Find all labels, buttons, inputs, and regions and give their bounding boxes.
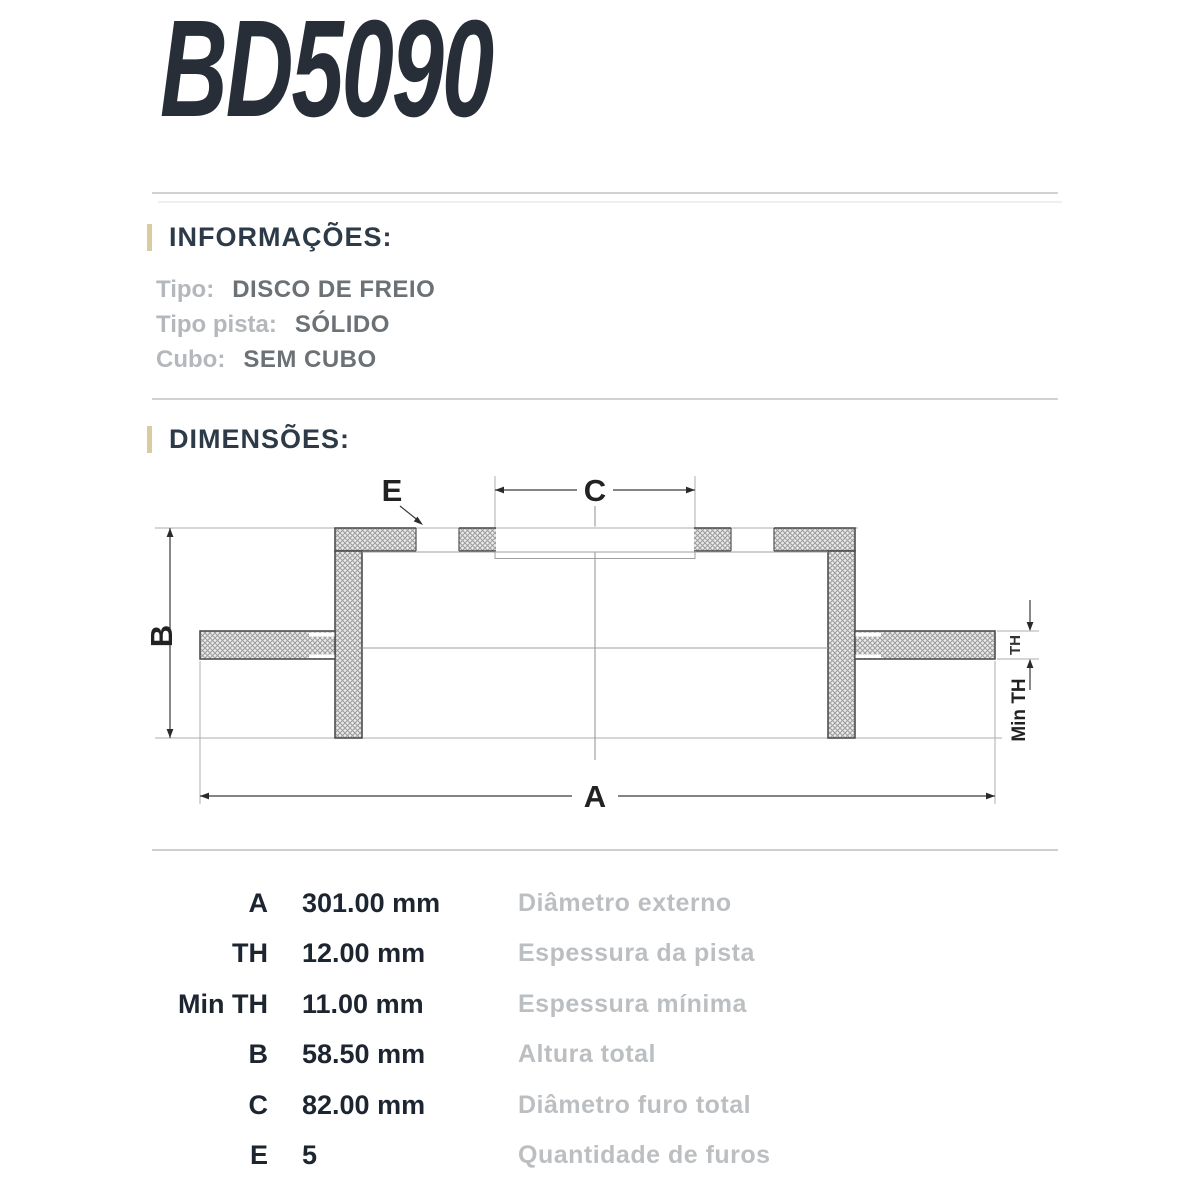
dimensions-table bbox=[140, 878, 1060, 1181]
dim-value: 5 bbox=[302, 1140, 318, 1171]
info-list bbox=[156, 276, 435, 381]
section-heading-dimensoes bbox=[147, 424, 350, 455]
accent-bar bbox=[147, 426, 152, 453]
info-label: Tipo pista: bbox=[156, 311, 277, 338]
info-label: Tipo: bbox=[156, 276, 215, 303]
dim-value: 301.00 mm bbox=[302, 887, 441, 918]
info-row-tipo-pista bbox=[156, 311, 435, 346]
info-row-tipo bbox=[156, 276, 435, 311]
dim-value: 12.00 mm bbox=[302, 938, 426, 969]
dim-value: 58.50 mm bbox=[302, 1039, 426, 1070]
dim-label-th: TH bbox=[1007, 635, 1024, 655]
dim-label-c: C bbox=[583, 473, 607, 508]
dim-key: E bbox=[249, 1140, 268, 1171]
dim-key: TH bbox=[232, 938, 268, 969]
info-value: DISCO DE FREIO bbox=[232, 276, 436, 303]
dim-label-a: A bbox=[583, 779, 607, 814]
brake-disc-diagram bbox=[140, 458, 1060, 858]
dim-label-min-th: Min TH bbox=[1009, 678, 1030, 742]
dim-description: Diâmetro externo bbox=[518, 888, 732, 917]
dim-description: Diâmetro furo total bbox=[518, 1090, 752, 1119]
divider bbox=[152, 192, 1058, 194]
dim-key: A bbox=[248, 887, 268, 918]
info-label: Cubo: bbox=[156, 346, 226, 373]
dim-description: Espessura mínima bbox=[518, 989, 747, 1018]
accent-bar bbox=[147, 224, 152, 251]
dim-key: B bbox=[248, 1039, 268, 1070]
table-row bbox=[140, 979, 1060, 1030]
dim-key: Min TH bbox=[178, 988, 268, 1019]
dim-description: Espessura da pista bbox=[518, 939, 755, 968]
table-row bbox=[140, 1131, 1060, 1182]
dim-value: 11.00 mm bbox=[302, 988, 424, 1019]
table-row bbox=[140, 878, 1060, 929]
section-heading-label: DIMENSÕES: bbox=[169, 424, 351, 454]
table-row bbox=[140, 1030, 1060, 1081]
dim-description: Altura total bbox=[518, 1040, 656, 1069]
divider bbox=[152, 849, 1058, 851]
info-value: SÓLIDO bbox=[294, 311, 390, 338]
info-value: SEM CUBO bbox=[243, 346, 377, 373]
table-row bbox=[140, 929, 1060, 980]
divider-shadow bbox=[158, 201, 1062, 203]
divider bbox=[152, 398, 1058, 400]
dim-label-b: B bbox=[144, 624, 179, 648]
table-row bbox=[140, 1080, 1060, 1131]
dim-description: Quantidade de furos bbox=[518, 1141, 771, 1170]
section-heading-label: INFORMAÇÕES: bbox=[169, 222, 393, 252]
info-row-cubo bbox=[156, 346, 435, 381]
dim-value: 82.00 mm bbox=[302, 1089, 426, 1120]
dim-key: C bbox=[248, 1089, 268, 1120]
page-title: BD5090 bbox=[160, 0, 493, 146]
dim-label-e: E bbox=[381, 473, 403, 508]
section-heading-informacoes bbox=[147, 222, 393, 253]
